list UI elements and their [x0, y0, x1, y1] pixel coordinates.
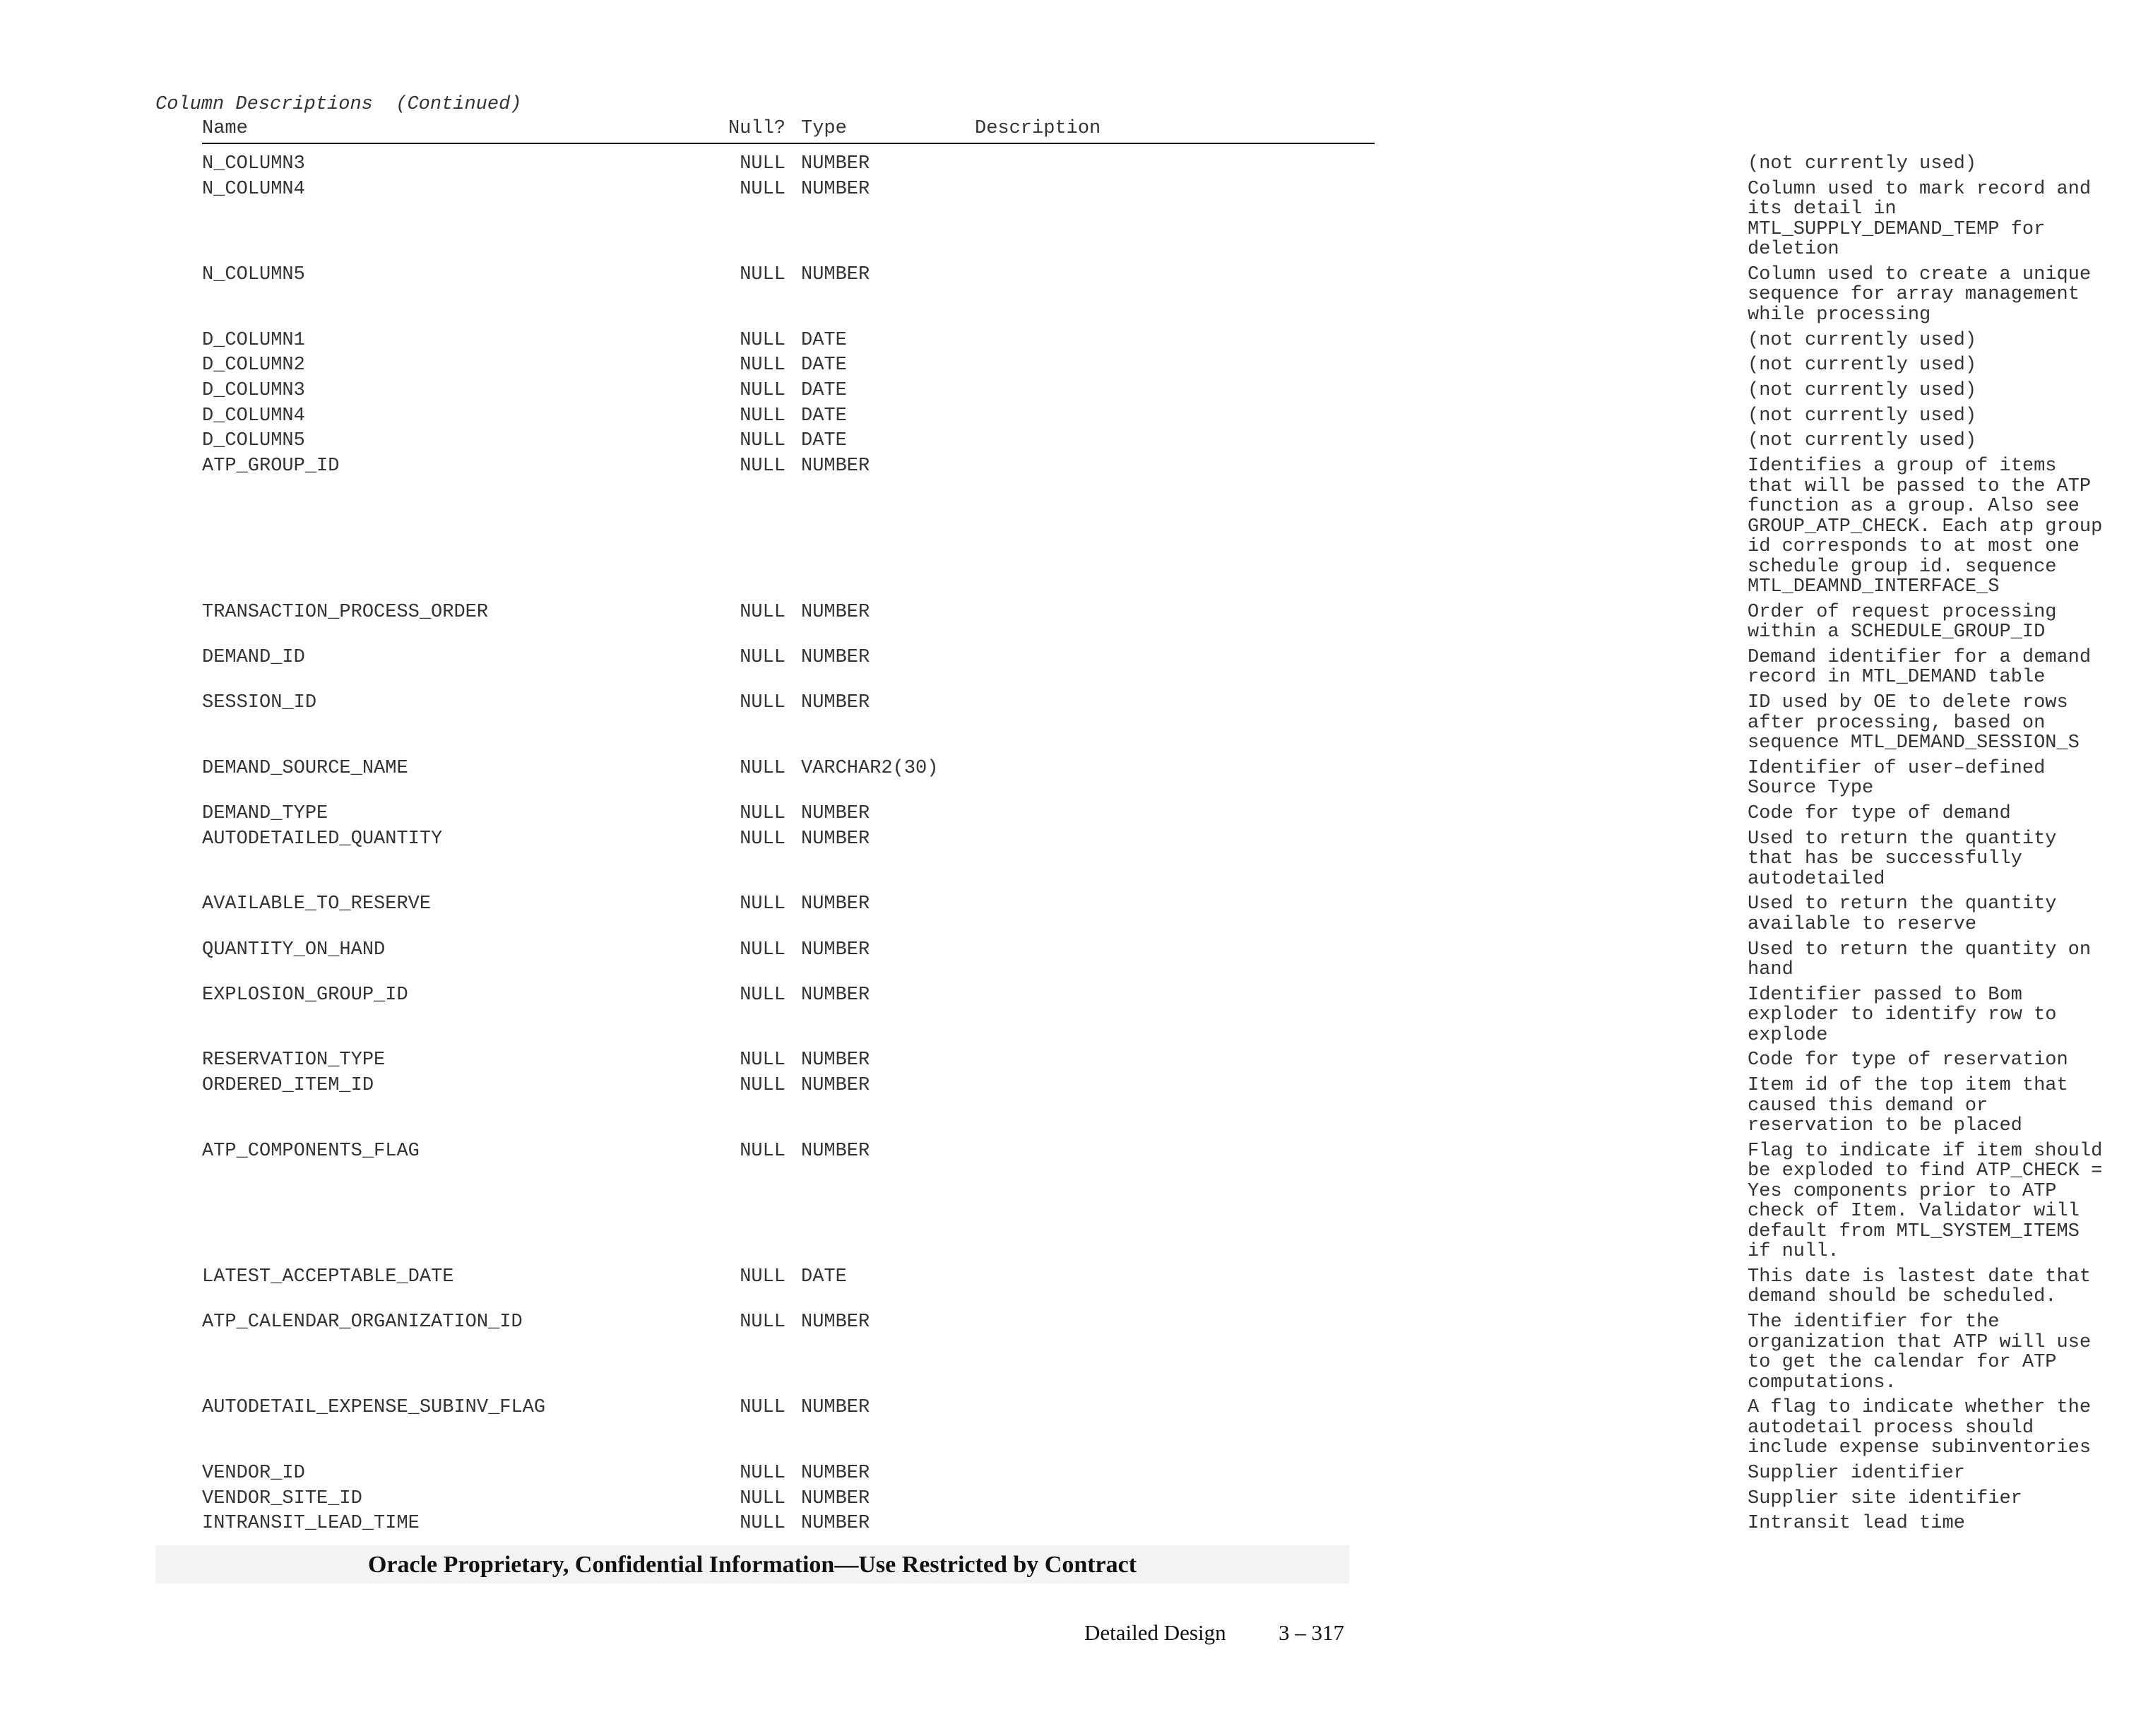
cell-description: Identifier passed to Bom exploder to identify row to explode	[1748, 984, 2057, 1046]
cell-type: NUMBER	[801, 939, 870, 961]
header-type: Type	[801, 118, 847, 139]
cell-type: DATE	[801, 430, 847, 452]
table-row	[202, 329, 1977, 351]
cell-type: NUMBER	[801, 263, 870, 285]
cell-description: Intransit lead time	[1748, 1513, 1965, 1535]
header-name: Name	[202, 118, 248, 139]
cell-type: NUMBER	[801, 646, 870, 668]
table-row	[202, 984, 2057, 1046]
cell-type: NUMBER	[801, 893, 870, 915]
cell-null: NULL	[740, 601, 785, 623]
cell-name: DEMAND_SOURCE_NAME	[202, 757, 408, 779]
cell-null: NULL	[740, 893, 785, 915]
header-null: Null?	[728, 118, 785, 139]
cell-null: NULL	[740, 1487, 785, 1509]
cell-type: NUMBER	[801, 1075, 870, 1097]
cell-name: VENDOR_ID	[202, 1463, 305, 1484]
cell-null: NULL	[740, 802, 785, 824]
table-row	[202, 601, 2057, 643]
cell-description: Identifies a group of items that will be passed to the ATP function as a group. Also see GROUP_ATP_CHECK. Each atp group id corresponds to at most one schedule group id. sequence MTL_DEAMND_INTERFACE_S	[1748, 456, 2103, 598]
cell-name: D_COLUMN5	[202, 430, 305, 452]
table-row	[202, 1487, 2022, 1509]
cell-null: NULL	[740, 405, 785, 427]
cell-null: NULL	[740, 939, 785, 961]
cell-description: Code for type of reservation	[1748, 1050, 2068, 1071]
cell-name: N_COLUMN5	[202, 263, 305, 285]
cell-name: AVAILABLE_TO_RESERVE	[202, 893, 432, 915]
cell-description: (not currently used)	[1748, 379, 1977, 401]
cell-description: Column used to mark record and its detail in MTL_SUPPLY_DEMAND_TEMP for deletion	[1748, 178, 2092, 261]
table-header	[202, 117, 1375, 144]
cell-description: Supplier site identifier	[1748, 1487, 2022, 1509]
cell-name: QUANTITY_ON_HAND	[202, 939, 386, 961]
cell-name: ATP_COMPONENTS_FLAG	[202, 1140, 420, 1162]
cell-name: LATEST_ACCEPTABLE_DATE	[202, 1266, 454, 1288]
cell-type: NUMBER	[801, 828, 870, 850]
cell-type: NUMBER	[801, 1463, 870, 1484]
cell-name: AUTODETAILED_QUANTITY	[202, 828, 443, 850]
table-row	[202, 1050, 2068, 1071]
cell-description: Column used to create a unique sequence for array management while processing	[1748, 263, 2092, 326]
cell-name: VENDOR_SITE_ID	[202, 1487, 362, 1509]
table-row	[202, 692, 2080, 754]
cell-name: AUTODETAIL_EXPENSE_SUBINV_FLAG	[202, 1397, 546, 1419]
cell-null: NULL	[740, 1397, 785, 1419]
table-row	[202, 646, 2092, 689]
cell-name: DEMAND_TYPE	[202, 802, 328, 824]
cell-description: Used to return the quantity available to reserve	[1748, 893, 2057, 935]
cell-description: (not currently used)	[1748, 153, 1977, 174]
cell-description: (not currently used)	[1748, 430, 1977, 452]
table-row	[202, 1397, 2092, 1459]
cell-type: NUMBER	[801, 601, 870, 623]
cell-null: NULL	[740, 1050, 785, 1071]
cell-type: NUMBER	[801, 1312, 870, 1333]
cell-type: DATE	[801, 355, 847, 376]
cell-null: NULL	[740, 1075, 785, 1097]
table-row	[202, 1312, 2092, 1393]
table-row	[202, 263, 2092, 326]
cell-type: VARCHAR2(30)	[801, 757, 939, 779]
cell-description: The identifier for the organization that ATP will use to get the calendar for ATP computations.	[1748, 1312, 2092, 1393]
table-row	[202, 828, 2057, 890]
cell-type: DATE	[801, 405, 847, 427]
table-row	[202, 757, 2046, 799]
cell-name: EXPLOSION_GROUP_ID	[202, 984, 408, 1006]
cell-description: Demand identifier for a demand record in MTL_DEMAND table	[1748, 646, 2092, 689]
cell-null: NULL	[740, 757, 785, 779]
table-body	[202, 144, 2103, 1535]
cell-type: DATE	[801, 379, 847, 401]
cell-null: NULL	[740, 1463, 785, 1484]
cell-null: NULL	[740, 355, 785, 376]
table-row	[202, 355, 1977, 376]
table-row	[202, 1140, 2103, 1263]
table-row	[202, 1266, 2092, 1308]
cell-null: NULL	[740, 692, 785, 714]
cell-name: ATP_CALENDAR_ORGANIZATION_ID	[202, 1312, 523, 1333]
cell-null: NULL	[740, 153, 785, 174]
cell-name: D_COLUMN1	[202, 329, 305, 351]
table-row	[202, 456, 2103, 598]
cell-type: NUMBER	[801, 1050, 870, 1071]
cell-description: Supplier identifier	[1748, 1463, 1965, 1484]
cell-null: NULL	[740, 984, 785, 1006]
cell-null: NULL	[740, 430, 785, 452]
cell-type: NUMBER	[801, 1140, 870, 1162]
table-row	[202, 802, 2011, 824]
confidential-notice: Oracle Proprietary, Confidential Information––Use Restricted by Contract	[367, 1552, 1137, 1578]
cell-name: TRANSACTION_PROCESS_ORDER	[202, 601, 489, 623]
cell-null: NULL	[740, 329, 785, 351]
cell-null: NULL	[740, 379, 785, 401]
cell-type: NUMBER	[801, 1397, 870, 1419]
cell-name: N_COLUMN4	[202, 178, 305, 200]
cell-null: NULL	[740, 178, 785, 200]
cell-type: DATE	[801, 329, 847, 351]
table-row	[202, 893, 2057, 935]
cell-type: NUMBER	[801, 178, 870, 200]
cell-description: This date is lastest date that demand should be scheduled.	[1748, 1266, 2092, 1308]
cell-name: D_COLUMN4	[202, 405, 305, 427]
cell-name: ORDERED_ITEM_ID	[202, 1075, 374, 1097]
cell-type: NUMBER	[801, 984, 870, 1006]
cell-type: NUMBER	[801, 456, 870, 477]
page-number: 3 – 317	[1279, 1620, 1344, 1645]
section-title: Detailed Design	[1084, 1620, 1226, 1645]
column-descriptions-table	[202, 117, 2103, 1539]
cell-null: NULL	[740, 263, 785, 285]
cell-description: Identifier of user–defined Source Type	[1748, 757, 2046, 799]
cell-type: NUMBER	[801, 802, 870, 824]
cell-type: DATE	[801, 1266, 847, 1288]
cell-name: D_COLUMN3	[202, 379, 305, 401]
table-row	[202, 939, 2092, 980]
cell-description: ID used by OE to delete rows after processing, based on sequence MTL_DEMAND_SESSION_S	[1748, 692, 2080, 754]
cell-name: D_COLUMN2	[202, 355, 305, 376]
cell-type: NUMBER	[801, 153, 870, 174]
cell-null: NULL	[740, 1140, 785, 1162]
cell-null: NULL	[740, 456, 785, 477]
cell-name: INTRANSIT_LEAD_TIME	[202, 1513, 420, 1535]
cell-null: NULL	[740, 1266, 785, 1288]
table-row	[202, 153, 1977, 174]
cell-description: Used to return the quantity on hand	[1748, 939, 2092, 980]
cell-name: DEMAND_ID	[202, 646, 305, 668]
cell-description: Code for type of demand	[1748, 802, 2011, 824]
cell-type: NUMBER	[801, 1513, 870, 1535]
cell-description: (not currently used)	[1748, 355, 1977, 376]
cell-description: A flag to indicate whether the autodetail process should include expense subinventories	[1748, 1397, 2092, 1459]
cell-description: Flag to indicate if item should be exploded to find ATP_CHECK = Yes components prior to ATP check of Item. Validator will default from MTL_SYSTEM_ITEMS if null.	[1748, 1140, 2103, 1263]
cell-null: NULL	[740, 1513, 785, 1535]
cell-null: NULL	[740, 828, 785, 850]
cell-type: NUMBER	[801, 692, 870, 714]
table-row	[202, 1513, 1965, 1535]
table-row	[202, 405, 1977, 427]
table-row	[202, 379, 1977, 401]
cell-description: (not currently used)	[1748, 405, 1977, 427]
cell-null: NULL	[740, 1312, 785, 1333]
cell-name: SESSION_ID	[202, 692, 317, 714]
header-description: Description	[975, 118, 1101, 139]
cell-name: ATP_GROUP_ID	[202, 456, 340, 477]
cell-description: Order of request processing within a SCHEDULE_GROUP_ID	[1748, 601, 2057, 643]
table-caption: Column Descriptions (Continued)	[155, 94, 522, 115]
cell-name: RESERVATION_TYPE	[202, 1050, 386, 1071]
table-row	[202, 1075, 2068, 1137]
cell-description: Used to return the quantity that has be successfully autodetailed	[1748, 828, 2057, 890]
table-row	[202, 178, 2092, 261]
cell-description: (not currently used)	[1748, 329, 1977, 351]
cell-name: N_COLUMN3	[202, 153, 305, 174]
table-row	[202, 430, 1977, 452]
cell-description: Item id of the top item that caused this demand or reservation to be placed	[1748, 1075, 2068, 1137]
cell-null: NULL	[740, 646, 785, 668]
cell-type: NUMBER	[801, 1487, 870, 1509]
table-row	[202, 1463, 1965, 1484]
